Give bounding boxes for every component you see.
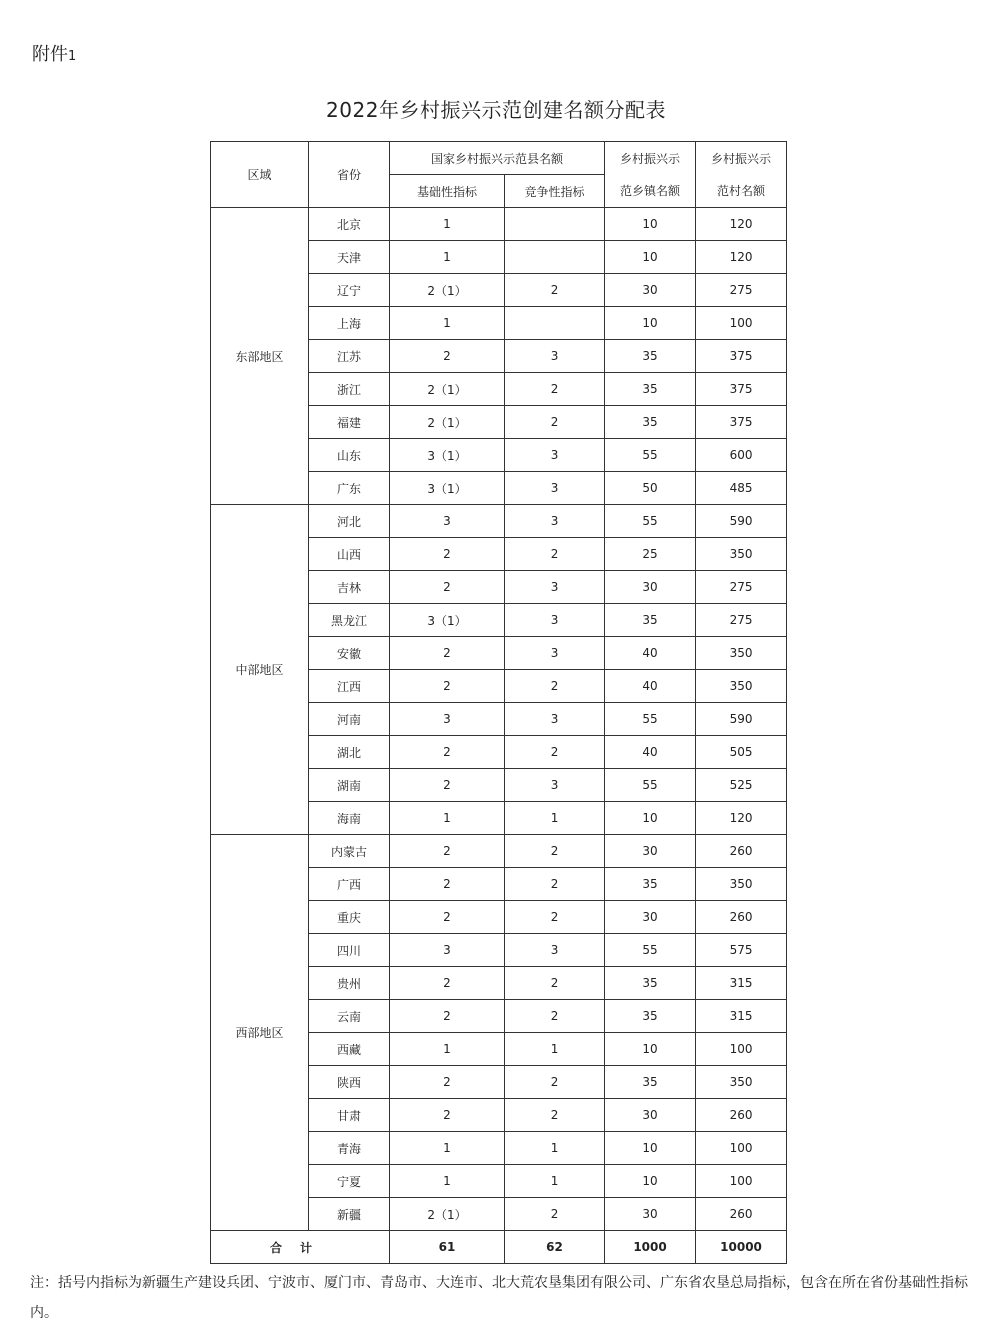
basic-index-cell: 1 bbox=[390, 1165, 505, 1198]
town-quota-cell: 10 bbox=[605, 1132, 696, 1165]
village-quota-cell: 590 bbox=[696, 703, 787, 736]
province-cell: 吉林 bbox=[309, 571, 390, 604]
basic-index-cell: 2（1） bbox=[390, 406, 505, 439]
province-cell: 甘肃 bbox=[309, 1099, 390, 1132]
town-quota-cell: 35 bbox=[605, 967, 696, 1000]
town-quota-cell: 40 bbox=[605, 637, 696, 670]
competitive-index-cell: 2 bbox=[505, 1198, 605, 1231]
basic-index-cell: 2 bbox=[390, 901, 505, 934]
competitive-index-cell: 2 bbox=[505, 868, 605, 901]
province-cell: 浙江 bbox=[309, 373, 390, 406]
province-cell: 湖北 bbox=[309, 736, 390, 769]
province-cell: 广东 bbox=[309, 472, 390, 505]
town-quota-cell: 30 bbox=[605, 274, 696, 307]
page-title: 2022年乡村振兴示范创建名额分配表 bbox=[326, 98, 666, 122]
competitive-index-cell: 2 bbox=[505, 835, 605, 868]
basic-index-cell: 2 bbox=[390, 1066, 505, 1099]
village-quota-cell: 275 bbox=[696, 604, 787, 637]
basic-index-cell: 2（1） bbox=[390, 373, 505, 406]
total-basic-cell: 61 bbox=[390, 1231, 505, 1264]
village-quota-cell: 375 bbox=[696, 406, 787, 439]
province-cell: 安徽 bbox=[309, 637, 390, 670]
village-quota-cell: 275 bbox=[696, 274, 787, 307]
competitive-index-cell: 3 bbox=[505, 703, 605, 736]
town-quota-cell: 35 bbox=[605, 340, 696, 373]
province-cell: 四川 bbox=[309, 934, 390, 967]
header-region: 区域 bbox=[211, 142, 309, 208]
village-quota-cell: 350 bbox=[696, 1066, 787, 1099]
competitive-index-cell: 2 bbox=[505, 736, 605, 769]
competitive-index-cell: 3 bbox=[505, 637, 605, 670]
basic-index-cell: 2 bbox=[390, 538, 505, 571]
basic-index-cell: 1 bbox=[390, 802, 505, 835]
header-basic-index: 基础性指标 bbox=[390, 175, 505, 208]
basic-index-cell: 2 bbox=[390, 769, 505, 802]
basic-index-cell: 2 bbox=[390, 835, 505, 868]
basic-index-cell: 2 bbox=[390, 571, 505, 604]
header-competitive-index: 竞争性指标 bbox=[505, 175, 605, 208]
basic-index-cell: 2（1） bbox=[390, 274, 505, 307]
province-cell: 宁夏 bbox=[309, 1165, 390, 1198]
header-village-quota bbox=[696, 142, 787, 208]
province-cell: 天津 bbox=[309, 241, 390, 274]
basic-index-cell: 3 bbox=[390, 934, 505, 967]
basic-index-cell: 1 bbox=[390, 307, 505, 340]
province-cell: 上海 bbox=[309, 307, 390, 340]
village-quota-cell: 315 bbox=[696, 1000, 787, 1033]
competitive-index-cell: 3 bbox=[505, 571, 605, 604]
province-cell: 河北 bbox=[309, 505, 390, 538]
header-county-quota: 国家乡村振兴示范县名额 bbox=[390, 142, 605, 175]
basic-index-cell: 2 bbox=[390, 967, 505, 1000]
village-quota-cell: 260 bbox=[696, 835, 787, 868]
province-cell: 北京 bbox=[309, 208, 390, 241]
province-cell: 黑龙江 bbox=[309, 604, 390, 637]
region-cell: 中部地区 bbox=[211, 505, 309, 835]
town-quota-cell: 10 bbox=[605, 208, 696, 241]
competitive-index-cell: 1 bbox=[505, 1165, 605, 1198]
town-quota-cell: 55 bbox=[605, 934, 696, 967]
province-cell: 贵州 bbox=[309, 967, 390, 1000]
town-quota-cell: 40 bbox=[605, 670, 696, 703]
attachment-label bbox=[32, 40, 76, 66]
basic-index-cell: 3（1） bbox=[390, 604, 505, 637]
town-quota-cell: 55 bbox=[605, 703, 696, 736]
competitive-index-cell: 1 bbox=[505, 802, 605, 835]
basic-index-cell: 2 bbox=[390, 637, 505, 670]
village-quota-cell: 120 bbox=[696, 208, 787, 241]
village-quota-cell: 525 bbox=[696, 769, 787, 802]
town-quota-cell: 10 bbox=[605, 307, 696, 340]
province-cell: 福建 bbox=[309, 406, 390, 439]
province-cell: 陕西 bbox=[309, 1066, 390, 1099]
competitive-index-cell: 2 bbox=[505, 670, 605, 703]
town-quota-cell: 30 bbox=[605, 901, 696, 934]
town-quota-cell: 30 bbox=[605, 571, 696, 604]
province-cell: 江西 bbox=[309, 670, 390, 703]
village-quota-cell: 120 bbox=[696, 802, 787, 835]
competitive-index-cell: 3 bbox=[505, 439, 605, 472]
basic-index-cell: 2 bbox=[390, 1000, 505, 1033]
province-cell: 山西 bbox=[309, 538, 390, 571]
village-quota-cell: 600 bbox=[696, 439, 787, 472]
competitive-index-cell bbox=[505, 241, 605, 274]
competitive-index-cell: 2 bbox=[505, 1099, 605, 1132]
header-row-1 bbox=[211, 142, 787, 175]
village-quota-cell: 100 bbox=[696, 1165, 787, 1198]
basic-index-cell: 3（1） bbox=[390, 439, 505, 472]
town-quota-cell: 35 bbox=[605, 373, 696, 406]
competitive-index-cell: 3 bbox=[505, 769, 605, 802]
competitive-index-cell: 2 bbox=[505, 274, 605, 307]
province-cell: 内蒙古 bbox=[309, 835, 390, 868]
competitive-index-cell: 2 bbox=[505, 373, 605, 406]
competitive-index-cell bbox=[505, 307, 605, 340]
town-quota-cell: 35 bbox=[605, 1066, 696, 1099]
village-quota-cell: 100 bbox=[696, 307, 787, 340]
total-competitive-cell: 62 bbox=[505, 1231, 605, 1264]
total-town-cell: 1000 bbox=[605, 1231, 696, 1264]
basic-index-cell: 2 bbox=[390, 340, 505, 373]
province-cell: 山东 bbox=[309, 439, 390, 472]
competitive-index-cell: 2 bbox=[505, 406, 605, 439]
town-quota-cell: 30 bbox=[605, 835, 696, 868]
village-quota-cell: 120 bbox=[696, 241, 787, 274]
basic-index-cell: 1 bbox=[390, 241, 505, 274]
basic-index-cell: 3（1） bbox=[390, 472, 505, 505]
quota-table-body bbox=[211, 142, 787, 1264]
competitive-index-cell: 2 bbox=[505, 1000, 605, 1033]
header-province: 省份 bbox=[309, 142, 390, 208]
village-quota-cell: 590 bbox=[696, 505, 787, 538]
province-cell: 海南 bbox=[309, 802, 390, 835]
competitive-index-cell: 3 bbox=[505, 505, 605, 538]
town-quota-cell: 50 bbox=[605, 472, 696, 505]
province-cell: 湖南 bbox=[309, 769, 390, 802]
table-row bbox=[211, 505, 787, 538]
town-quota-cell: 30 bbox=[605, 1198, 696, 1231]
town-quota-cell: 10 bbox=[605, 802, 696, 835]
province-cell: 新疆 bbox=[309, 1198, 390, 1231]
header-village-quota-line2: 范村名额 bbox=[717, 183, 766, 198]
town-quota-cell: 35 bbox=[605, 868, 696, 901]
basic-index-cell: 2 bbox=[390, 670, 505, 703]
village-quota-cell: 275 bbox=[696, 571, 787, 604]
village-quota-cell: 350 bbox=[696, 868, 787, 901]
town-quota-cell: 35 bbox=[605, 1000, 696, 1033]
header-town-quota-line1: 乡村振兴示 bbox=[620, 151, 681, 166]
village-quota-cell: 350 bbox=[696, 538, 787, 571]
town-quota-cell: 40 bbox=[605, 736, 696, 769]
province-cell: 广西 bbox=[309, 868, 390, 901]
village-quota-cell: 315 bbox=[696, 967, 787, 1000]
competitive-index-cell: 1 bbox=[505, 1033, 605, 1066]
village-quota-cell: 350 bbox=[696, 670, 787, 703]
header-town-quota-line2: 范乡镇名额 bbox=[620, 183, 681, 198]
village-quota-cell: 260 bbox=[696, 1198, 787, 1231]
quota-table bbox=[210, 141, 787, 1264]
competitive-index-cell: 2 bbox=[505, 538, 605, 571]
province-cell: 西藏 bbox=[309, 1033, 390, 1066]
total-label-cell: 合计 bbox=[211, 1231, 390, 1264]
attachment-number: 1 bbox=[68, 49, 77, 64]
basic-index-cell: 1 bbox=[390, 1132, 505, 1165]
province-cell: 青海 bbox=[309, 1132, 390, 1165]
competitive-index-cell: 2 bbox=[505, 1066, 605, 1099]
competitive-index-cell: 1 bbox=[505, 1132, 605, 1165]
basic-index-cell: 3 bbox=[390, 703, 505, 736]
village-quota-cell: 100 bbox=[696, 1132, 787, 1165]
competitive-index-cell: 3 bbox=[505, 472, 605, 505]
basic-index-cell: 2 bbox=[390, 736, 505, 769]
competitive-index-cell bbox=[505, 208, 605, 241]
village-quota-cell: 375 bbox=[696, 340, 787, 373]
header-town-quota bbox=[605, 142, 696, 208]
town-quota-cell: 10 bbox=[605, 1165, 696, 1198]
competitive-index-cell: 2 bbox=[505, 967, 605, 1000]
footnote: 注：括号内指标为新疆生产建设兵团、宁波市、厦门市、青岛市、大连市、北大荒农垦集团有限公司、广东省农垦总局指标，包含在所在省份基础性指标内。 bbox=[30, 1275, 968, 1321]
basic-index-cell: 3 bbox=[390, 505, 505, 538]
town-quota-cell: 35 bbox=[605, 406, 696, 439]
table-row bbox=[211, 208, 787, 241]
village-quota-cell: 100 bbox=[696, 1033, 787, 1066]
village-quota-cell: 375 bbox=[696, 373, 787, 406]
competitive-index-cell: 3 bbox=[505, 604, 605, 637]
total-village-cell: 10000 bbox=[696, 1231, 787, 1264]
province-cell: 重庆 bbox=[309, 901, 390, 934]
competitive-index-cell: 2 bbox=[505, 901, 605, 934]
town-quota-cell: 55 bbox=[605, 439, 696, 472]
town-quota-cell: 35 bbox=[605, 604, 696, 637]
competitive-index-cell: 3 bbox=[505, 340, 605, 373]
town-quota-cell: 10 bbox=[605, 241, 696, 274]
village-quota-cell: 505 bbox=[696, 736, 787, 769]
basic-index-cell: 1 bbox=[390, 208, 505, 241]
town-quota-cell: 55 bbox=[605, 505, 696, 538]
province-cell: 辽宁 bbox=[309, 274, 390, 307]
table-row bbox=[211, 835, 787, 868]
province-cell: 云南 bbox=[309, 1000, 390, 1033]
province-cell: 河南 bbox=[309, 703, 390, 736]
basic-index-cell: 1 bbox=[390, 1033, 505, 1066]
village-quota-cell: 485 bbox=[696, 472, 787, 505]
village-quota-cell: 575 bbox=[696, 934, 787, 967]
attachment-text: 附件 bbox=[32, 44, 68, 65]
village-quota-cell: 260 bbox=[696, 901, 787, 934]
village-quota-cell: 260 bbox=[696, 1099, 787, 1132]
province-cell: 江苏 bbox=[309, 340, 390, 373]
basic-index-cell: 2（1） bbox=[390, 1198, 505, 1231]
village-quota-cell: 350 bbox=[696, 637, 787, 670]
region-cell: 西部地区 bbox=[211, 835, 309, 1231]
region-cell: 东部地区 bbox=[211, 208, 309, 505]
town-quota-cell: 30 bbox=[605, 1099, 696, 1132]
basic-index-cell: 2 bbox=[390, 1099, 505, 1132]
town-quota-cell: 25 bbox=[605, 538, 696, 571]
competitive-index-cell: 3 bbox=[505, 934, 605, 967]
basic-index-cell: 2 bbox=[390, 868, 505, 901]
town-quota-cell: 55 bbox=[605, 769, 696, 802]
town-quota-cell: 10 bbox=[605, 1033, 696, 1066]
total-row bbox=[211, 1231, 787, 1264]
header-village-quota-line1: 乡村振兴示 bbox=[711, 151, 772, 166]
